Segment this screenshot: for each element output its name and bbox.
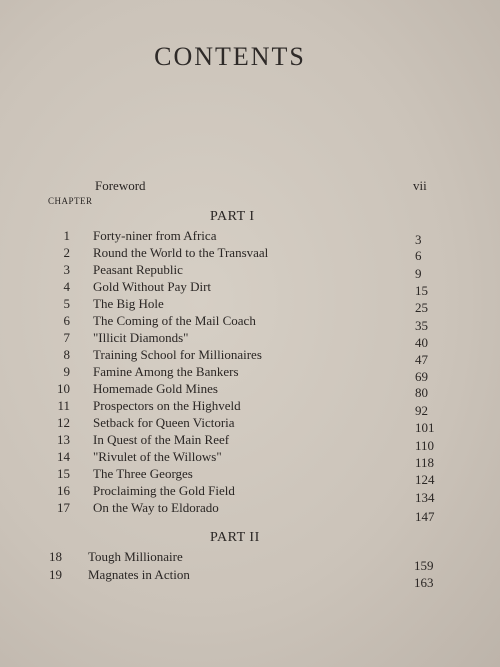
chapter-title: Homemade Gold Mines xyxy=(93,381,218,396)
chapter-page-number: 159 xyxy=(414,558,434,573)
chapter-number: 3 xyxy=(63,262,70,277)
chapter-page-number: 80 xyxy=(415,385,428,400)
chapter-number: 17 xyxy=(57,500,70,515)
chapter-title: In Quest of the Main Reef xyxy=(93,432,230,447)
chapter-page-number: 118 xyxy=(415,455,435,470)
chapter-number: 7 xyxy=(63,330,70,345)
chapter-number: 2 xyxy=(63,245,70,260)
chapter-title: The Coming of the Mail Coach xyxy=(93,313,256,328)
chapter-page-number: 9 xyxy=(415,266,422,281)
page-title: CONTENTS xyxy=(154,42,306,71)
chapter-number: 6 xyxy=(63,313,70,328)
chapter-page-number: 110 xyxy=(415,438,435,453)
part-2-heading: PART II xyxy=(210,530,260,545)
chapter-column-label: CHAPTER xyxy=(48,196,93,206)
chapter-title: The Three Georges xyxy=(93,466,193,481)
chapter-page-number: 47 xyxy=(415,352,428,367)
chapter-page-number: 6 xyxy=(415,248,422,263)
chapter-title: Magnates in Action xyxy=(88,567,190,582)
chapter-page-number: 69 xyxy=(415,369,428,384)
chapter-page-number: 163 xyxy=(414,575,434,590)
chapter-number: 12 xyxy=(57,415,70,430)
chapter-number: 5 xyxy=(63,296,70,311)
chapter-number: 4 xyxy=(63,279,70,294)
chapter-number: 14 xyxy=(57,449,70,464)
chapter-number: 9 xyxy=(63,364,70,379)
chapter-title: Training School for Millionaires xyxy=(93,347,262,362)
chapter-title: Famine Among the Bankers xyxy=(93,364,239,379)
chapter-number: 15 xyxy=(57,466,70,481)
chapter-page-number: 101 xyxy=(415,420,435,435)
chapter-title: Gold Without Pay Dirt xyxy=(93,279,212,294)
chapter-number: 13 xyxy=(57,432,70,447)
chapter-page-number: 92 xyxy=(415,403,428,418)
chapter-title: The Big Hole xyxy=(93,296,164,311)
chapter-title: Round the World to the Transvaal xyxy=(93,245,269,260)
chapter-title: Peasant Republic xyxy=(93,262,183,277)
chapter-page-number: 134 xyxy=(415,490,435,505)
chapter-page-number: 40 xyxy=(415,335,428,350)
chapter-page-number: 25 xyxy=(415,300,428,315)
chapter-page-number: 124 xyxy=(415,472,435,487)
chapter-number: 8 xyxy=(63,347,70,362)
foreword-page-number: vii xyxy=(413,178,427,193)
chapter-number: 1 xyxy=(63,228,70,243)
chapter-title: Tough Millionaire xyxy=(88,549,183,564)
foreword-label: Foreword xyxy=(95,178,146,193)
chapter-title: On the Way to Eldorado xyxy=(93,500,219,515)
chapter-number: 19 xyxy=(49,567,62,582)
chapter-page-number: 35 xyxy=(415,318,428,333)
chapter-number: 10 xyxy=(57,381,70,396)
chapter-page-number: 15 xyxy=(415,283,428,298)
chapter-title: Setback for Queen Victoria xyxy=(93,415,235,430)
chapter-title: "Illicit Diamonds" xyxy=(93,330,189,345)
chapter-number: 16 xyxy=(57,483,70,498)
chapter-title: "Rivulet of the Willows" xyxy=(93,449,222,464)
chapter-number: 18 xyxy=(49,549,62,564)
part-1-heading: PART I xyxy=(210,209,255,224)
chapter-page-number: 3 xyxy=(415,232,422,247)
chapter-title: Forty-niner from Africa xyxy=(93,228,217,243)
chapter-title: Prospectors on the Highveld xyxy=(93,398,241,413)
chapter-page-number: 147 xyxy=(415,509,435,524)
chapter-title: Proclaiming the Gold Field xyxy=(93,483,235,498)
chapter-number: 11 xyxy=(57,398,70,413)
